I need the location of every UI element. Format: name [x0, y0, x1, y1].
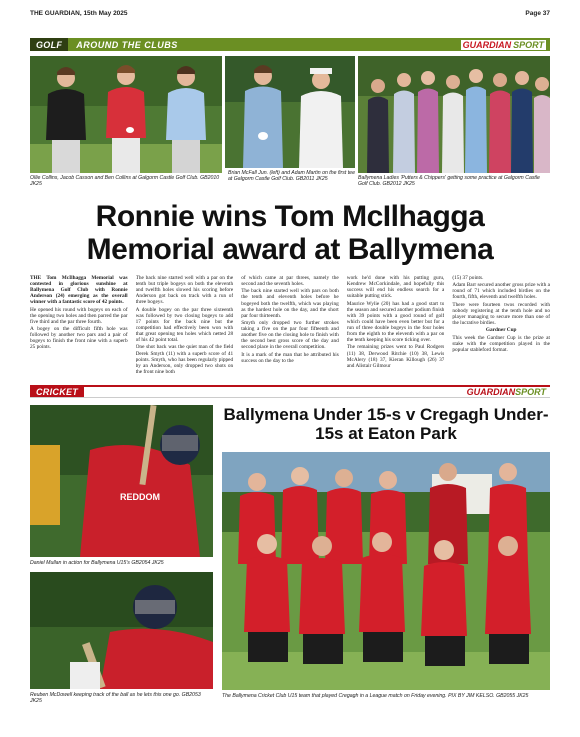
article-paragraph: One shot back was the quiet man of the field Derek Smyth (11) with a superb score of 41 points. Smyth, who has been regularly pipped by an Anderson, only dropped two shots on the front nine both [135, 344, 234, 375]
article-column-4 [347, 275, 445, 383]
article-paragraph: A bogey on the difficult fifth hole was followed by another two pars and a pair of bogeys to finish the front nine with a superb 25 points. [30, 326, 128, 351]
article-column-1 [30, 275, 128, 383]
cricket-headline: Ballymena Under 15-s v Cregagh Under-15s at Eaton Park [223, 405, 549, 443]
article-paragraph: The back nine started well with a par on the tenth but triple bogeys on both the eleventh and twelfth holes slowed his scoring before Anderson got back on track with a run of three bogeys. [135, 275, 234, 306]
article-paragraph: Adam Barr secured another gross prize with a round of 71 which included birdies on the fourth, fifth, eleventh and twelfth holes. [452, 282, 550, 301]
article-paragraph: Maurice Wylie (20) has had a good start to the season and secured another podium finish with 39 points with a good round of golf which could have been even better but for a run of three double bogeys in the four holes from the eighth to the eleventh with a par on the tenth keeping his score ticking over. [346, 300, 445, 344]
cricket-photo-keeper [30, 572, 213, 689]
caption-cricket-keeper: Reuben McDowell keeping track of the ball as he lets this one go. GB2053 JK25 [30, 692, 201, 704]
cricket-photo-batsman [30, 405, 213, 557]
article-paragraph: work he'd done with his putting guru, Kendrew McCorkindale, and hopefully this success will end his endless search for a suitable putting stick. [346, 275, 445, 300]
cricket-section-tag: CRICKET [30, 387, 84, 397]
caption-golf-three-boys: Ollie Collins, Jacob Casson and Ben Collins at Galgorm Castle Golf Club. GB2010 JK25 [30, 175, 220, 187]
page-folio [30, 10, 550, 22]
article-body [30, 275, 550, 383]
article-paragraph: A double bogey on the par three sixteenth was followed by two closing bogeys to add 17 points for the back nine but the competition had effectively been won with that great opening ten holes which netted 28 of his 42 point total. [135, 306, 234, 344]
folio-paper-date: THE GUARDIAN, 15th May 2025 [30, 10, 128, 17]
folio-page-number: Page 37 [525, 10, 550, 17]
article-paragraph: It is a mark of the man that he attributed his success on the day to the [241, 351, 339, 364]
cricket-photo-team [222, 452, 550, 690]
golf-photo-ladies-group [358, 56, 550, 173]
article-subheading: Gardner Cup [485, 327, 517, 334]
article-paragraph: The back nine started well with pars on both the tenth and eleventh holes before he bogeyed both the twelfth, which was playing as the hardest hole on the day, and the short par four thirteenth. [241, 288, 339, 319]
article-paragraph: THE Tom McIlhagga Memorial was contested in glorious sunshine at Ballymena Golf Club with Ronnie Anderson (24) emerging as the overall winner with a fantastic score of 42 points. [30, 275, 128, 306]
article-paragraph: Smyth only dropped two further strokes taking a five on the par four fifteenth and another five on the closing hole to finish with the second best gross score of the day and second place in the overall competition. [241, 320, 339, 351]
golf-section-subtitle: AROUND THE CLUBS [76, 39, 178, 50]
caption-cricket-team: The Ballymena Cricket Club U15 team that played Cregagh in a League match on Friday evening. PIX BY JIM KELSO. GB2055 JK25 [222, 693, 529, 699]
article-paragraph: There were fourteen twos recorded with nobody registering at the tenth hole and no player managing to secure more than one of the lucrative birdies. [452, 301, 550, 327]
golf-section-tag: GOLF [30, 38, 68, 51]
article-paragraph: The remaining prizes went to Paul Rodgers (11) 38, Derwood Ritchie (10) 38, Lewis McAlery (18) 37, Kieran Killough (26) 37 and Alistair Gilmour [346, 344, 445, 369]
guardian-sport-brand: GUARDIAN SPORT [462, 39, 544, 50]
article-paragraph: This week the Gardner Cup is the prize at stake with the competition played in the popular stableford format. [452, 334, 550, 353]
article-column-3 [241, 275, 339, 383]
article-paragraph: (15) 37 points. [452, 275, 484, 281]
article-paragraph: of which came at par threes, namely the second and the seventh holes. [241, 275, 339, 288]
article-column-2 [136, 275, 234, 383]
main-headline: Ronnie wins Tom McIlhagga Memorial award at Ballymena [86, 200, 494, 266]
article-column-5 [452, 275, 550, 383]
golf-photo-three-boys [30, 56, 222, 173]
caption-golf-first-tee: Brian McFall Jun. (left) and Adam Martin on the first tee at Galgorm Castle Golf Club. GB2011 JK25 [228, 170, 355, 182]
golf-section-bar [30, 38, 550, 51]
cricket-section-bar [30, 385, 550, 398]
golf-photo-two-golfers [225, 56, 355, 168]
caption-golf-ladies: Ballymena Ladies 'Putters & Chippers' getting some practice at Galgorm Castle Golf Club. GB2012 JK25 [358, 175, 540, 187]
article-paragraph: He opened his round with bogeys on each of the opening two holes and then parred the par five third and the par three fourth. [30, 306, 128, 325]
guardian-sport-brand-2: GUARDIANSPORT [466, 387, 546, 397]
svg-text:REDDOM: REDDOM [120, 492, 160, 502]
caption-cricket-batsman: Daniel Mullan in action for Ballymena U15's GB2054 JK25 [30, 560, 164, 566]
